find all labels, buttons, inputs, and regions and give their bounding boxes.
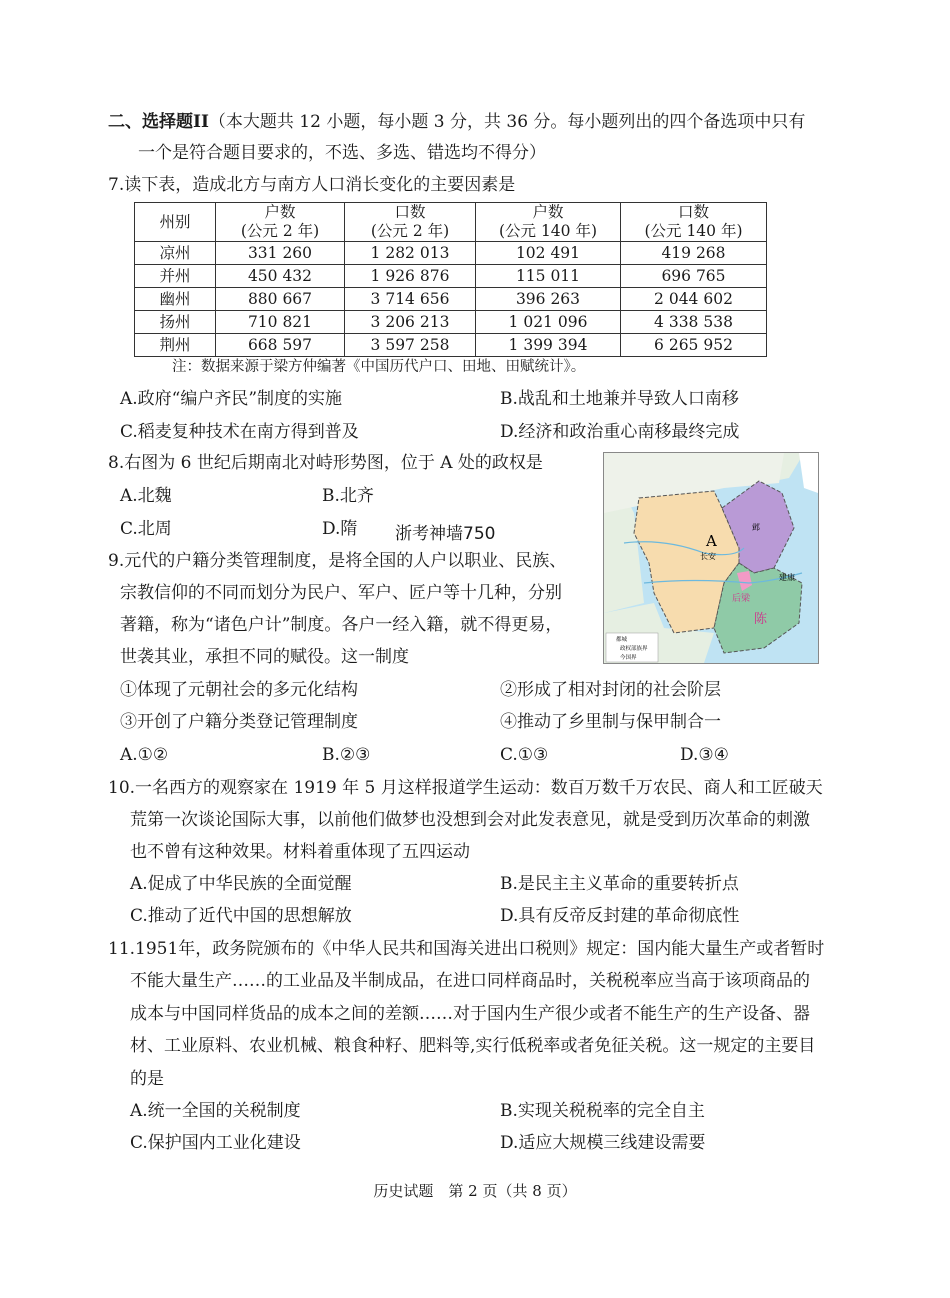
- value-cell: 6 265 952: [621, 334, 767, 357]
- value-cell: 880 667: [216, 288, 345, 311]
- q11-stem-2: 不能大量生产……的工业品及半制成品，在进口同样商品时，关税税率应当高于该项商品的: [130, 971, 810, 991]
- value-cell: 3 206 213: [345, 311, 476, 334]
- q10-stem-2: 荒第一次谈论国际大事，以前他们做梦也没想到会对此发表意见，就是受到历次革命的刺激: [130, 810, 810, 830]
- table-row: [135, 334, 767, 357]
- col-header: [476, 203, 621, 242]
- region-cell: 并州: [135, 265, 216, 288]
- q7-option-b: B.战乱和土地兼并导致人口南移: [500, 389, 739, 409]
- value-cell: 419 268: [621, 242, 767, 265]
- col-header: [621, 203, 767, 242]
- q11-stem-1: 11.1951年，政务院颁布的《中华人民共和国海关进出口税则》规定：国内能大量生产或者暂时: [108, 939, 825, 959]
- col-header-line: 户数: [264, 203, 296, 221]
- q9-stem-3: 著籍，称为“诸色户计”制度。各户一经入籍，就不得更易，: [120, 615, 563, 635]
- value-cell: 1 926 876: [345, 265, 476, 288]
- q11-stem-3: 成本与中国同样货品的成本之间的差额……对于国内生产很少或者不能生产的生产设备、器: [130, 1004, 810, 1024]
- map-label-changan: 长安: [700, 552, 716, 561]
- q9-statement-4: ④推动了乡里制与保甲制合一: [500, 712, 721, 732]
- q7-option-c: C.稻麦复种技术在南方得到普及: [120, 422, 359, 442]
- q8-option-b: B.北齐: [322, 486, 374, 506]
- q11-option-c: C.保护国内工业化建设: [130, 1133, 301, 1153]
- value-cell: 696 765: [621, 265, 767, 288]
- q9-stem-4: 世袭其业，承担不同的赋役。这一制度: [120, 647, 409, 667]
- col-header-line: (公元 140 年): [644, 222, 743, 240]
- value-cell: 115 011: [476, 265, 621, 288]
- value-cell: 1 399 394: [476, 334, 621, 357]
- section-title: 二、选择题II: [108, 112, 209, 132]
- q9-stem-2: 宗教信仰的不同而划分为民户、军户、匠户等十几种，分别: [120, 583, 562, 603]
- value-cell: 1 282 013: [345, 242, 476, 265]
- section-desc: （本大题共 12 小题，每小题 3 分，共 36 分。每小题列出的四个备选项中只有: [208, 112, 806, 132]
- legend-boundary: 政权部族界: [620, 646, 648, 652]
- col-header-line: (公元 2 年): [240, 222, 320, 240]
- q8-option-d: D.隋: [322, 519, 358, 539]
- q9-stem-1: 9.元代的户籍分类管理制度，是将全国的人户以职业、民族、: [108, 551, 567, 571]
- col-header-line: (公元 2 年): [370, 222, 450, 240]
- value-cell: 1 021 096: [476, 311, 621, 334]
- q11-stem-4: 材、工业原料、农业机械、粮食种籽、肥料等,实行低税率或者免征关税。这一规定的主要目: [130, 1036, 816, 1056]
- table-row: [135, 288, 767, 311]
- col-header-line: 户数: [532, 203, 564, 221]
- table-row: [135, 265, 767, 288]
- col-header-line: (公元 140 年): [498, 222, 598, 240]
- value-cell: 3 597 258: [345, 334, 476, 357]
- map-label-chen: 陈: [754, 612, 768, 627]
- region-cell: 荆州: [135, 334, 216, 357]
- q10-option-a: A.促成了中华民族的全面觉醒: [130, 874, 352, 894]
- watermark-text: 浙考神墙750: [395, 524, 496, 544]
- value-cell: 2 044 602: [621, 288, 767, 311]
- col-header-line: 口数: [394, 203, 426, 221]
- region-cell: 扬州: [135, 311, 216, 334]
- q8-option-a: A.北魏: [120, 486, 172, 506]
- value-cell: 331 260: [216, 242, 345, 265]
- col-header-line: 口数: [677, 203, 709, 221]
- q10-option-b: B.是民主主义革命的重要转折点: [500, 874, 739, 894]
- q10-stem-1: 10.一名西方的观察家在 1919 年 5 月这样报道学生运动：数百万数千万农民、商人和工匠破天: [108, 778, 823, 798]
- page-footer: 历史试题 第 2 页（共 8 页）: [373, 1182, 577, 1200]
- region-cell: 凉州: [135, 242, 216, 265]
- q9-option-b: B.②③: [322, 745, 371, 765]
- value-cell: 3 714 656: [345, 288, 476, 311]
- map-label-houliang: 后梁: [732, 594, 751, 604]
- q10-option-d: D.具有反帝反封建的革命彻底性: [500, 906, 740, 926]
- map-label-a: A: [706, 532, 717, 550]
- value-cell: 450 432: [216, 265, 345, 288]
- q9-statement-2: ②形成了相对封闭的社会阶层: [500, 680, 721, 700]
- q9-statement-3: ③开创了户籍分类登记管理制度: [120, 712, 358, 732]
- q7-option-a: A.政府“编户齐民”制度的实施: [120, 389, 343, 409]
- q9-option-a: A.①②: [120, 745, 169, 765]
- q9-option-d: D.③④: [680, 745, 729, 765]
- col-header: [216, 203, 345, 242]
- value-cell: 4 338 538: [621, 311, 767, 334]
- region-cell: 幽州: [135, 288, 216, 311]
- value-cell: 710 821: [216, 311, 345, 334]
- section-heading: [108, 111, 805, 133]
- map-label-ye: 邺: [752, 523, 760, 532]
- col-header: [345, 203, 476, 242]
- legend-border: 今国界: [620, 655, 637, 661]
- q8-stem: 8.右图为 6 世纪后期南北对峙形势图，位于 A 处的政权是: [108, 453, 543, 473]
- table-row: [135, 242, 767, 265]
- q9-statement-1: ①体现了元朝社会的多元化结构: [120, 680, 358, 700]
- population-table: [134, 202, 767, 357]
- q9-option-c: C.①③: [500, 745, 549, 765]
- legend-capital: 都城: [616, 637, 628, 643]
- map-label-jiankang: 建康: [779, 573, 795, 582]
- q8-option-c: C.北周: [120, 519, 172, 539]
- value-cell: 396 263: [476, 288, 621, 311]
- value-cell: 102 491: [476, 242, 621, 265]
- q10-option-c: C.推动了近代中国的思想解放: [130, 906, 352, 926]
- q11-option-d: D.适应大规模三线建设需要: [500, 1133, 706, 1153]
- value-cell: 668 597: [216, 334, 345, 357]
- col-header: 州别: [135, 203, 216, 242]
- q11-option-b: B.实现关税税率的完全自主: [500, 1101, 705, 1121]
- section-desc-2: 一个是符合题目要求的，不选、多选、错选均不得分）: [138, 143, 546, 163]
- table-row: [135, 311, 767, 334]
- table-note: 注：数据来源于梁方仲编著《中国历代户口、田地、田赋统计》。: [172, 359, 586, 375]
- table-header-row: [135, 203, 767, 242]
- q10-stem-3: 也不曾有这种效果。材料着重体现了五四运动: [130, 842, 470, 862]
- q7-stem: 7.读下表，造成北方与南方人口消长变化的主要因素是: [108, 175, 516, 195]
- q11-option-a: A.统一全国的关税制度: [130, 1101, 301, 1121]
- north-south-map: [603, 452, 819, 664]
- q7-option-d: D.经济和政治重心南移最终完成: [500, 422, 740, 442]
- q11-stem-5: 的是: [130, 1069, 164, 1089]
